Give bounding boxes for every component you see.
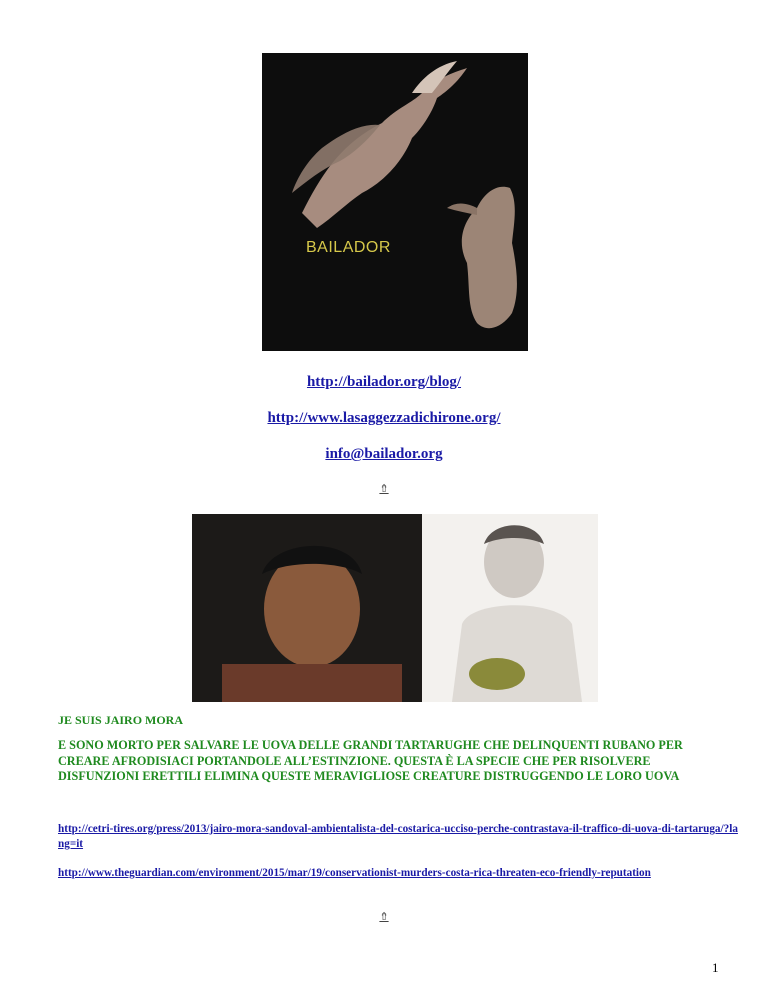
jairo-mora-drawing <box>422 514 598 702</box>
home-icon[interactable]: ⇮ <box>379 483 389 495</box>
page-number: 1 <box>712 960 719 975</box>
body-text: E SONO MORTO PER SALVARE LE UOVA DELLE GRANDI TARTARUGHE CHE DELINQUENTI RUBANO PER CREARE AFRODISIACI PORTANDOLE ALL’ESTINZIONE. QUESTA È LA SPECIE CHE PER RISOLVERE DISFUNZIONI ERETTILI ELIMINA QUESTE MERAVIGLIOSE CREATURE DISTRUGGENDO LE LORO UOVA <box>58 738 683 783</box>
cetri-link[interactable]: http://cetri-tires.org/press/2013/jairo-mora-sandoval-ambientalista-del-costarica-ucciso-perche-contrastava-il-traffico-di-uova-di-tartaruga/?lang=it <box>58 823 738 850</box>
photo-artwork <box>192 514 422 702</box>
logo-artwork <box>262 53 528 351</box>
heading: JE SUIS JAIRO MORA <box>58 713 184 727</box>
guardian-link[interactable]: http://www.theguardian.com/environment/2015/mar/19/conservationist-murders-costa-rica-threaten-eco-friendly-reputation <box>58 867 651 879</box>
jairo-mora-photo <box>192 514 422 702</box>
site-link[interactable]: http://www.lasaggezzadichirone.org/ <box>267 410 501 426</box>
bailador-logo-image <box>262 53 528 351</box>
email-link[interactable]: info@bailador.org <box>325 446 443 462</box>
blog-link[interactable]: http://bailador.org/blog/ <box>306 374 462 390</box>
home-icon-bottom[interactable]: ⇮ <box>379 911 389 923</box>
drawing-artwork <box>422 514 598 702</box>
logo-text: BAILADOR <box>306 239 391 256</box>
